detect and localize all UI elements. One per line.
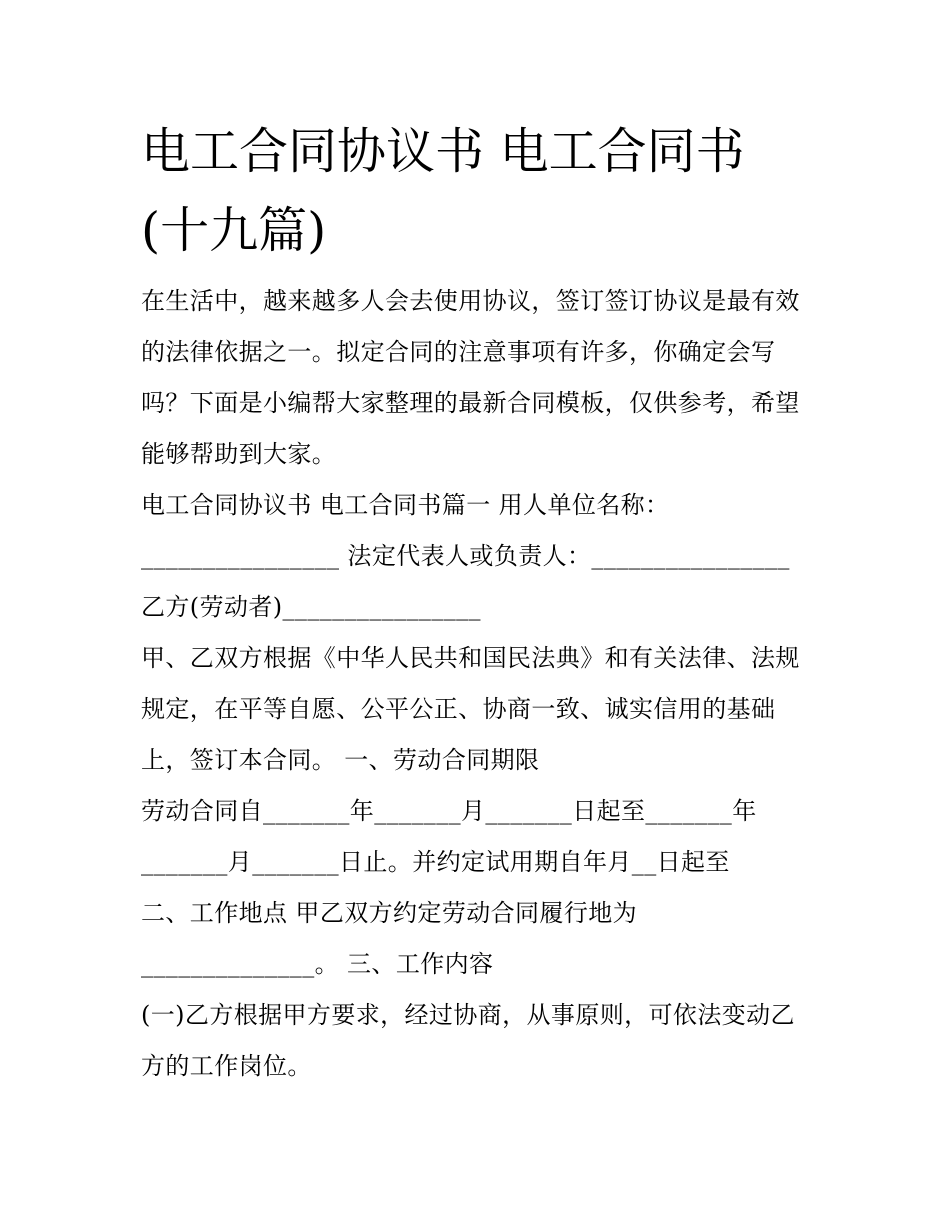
body-line: 电工合同协议书 电工合同书篇一 用人单位名称：	[141, 491, 670, 519]
body-line: 方的工作岗位。	[141, 1052, 312, 1080]
title-line-1: 电工合同协议书 电工合同书	[141, 123, 745, 180]
body-line: 甲、乙双方根据《中华人民共和国民法典》和有关法律、法规	[141, 644, 800, 672]
title-line-2: (十九篇)	[141, 202, 327, 259]
body-line: ______________。 三、工作内容	[141, 950, 494, 978]
body-line: 吗？下面是小编帮大家整理的最新合同模板，仅供参考，希望	[141, 389, 800, 417]
body-line: 劳动合同自_______年_______月_______日起至_______年	[141, 797, 757, 825]
body-line: 乙方(劳动者)________________	[141, 593, 481, 621]
body-line: ________________ 法定代表人或负责人：________________	[141, 542, 790, 570]
body-line: 能够帮助到大家。	[141, 440, 337, 468]
body-line: _______月_______日止。并约定试用期自年月__日起至	[141, 848, 730, 876]
body-line: 的法律依据之一。拟定合同的注意事项有许多，你确定会写	[141, 338, 776, 366]
body-line: 在生活中，越来越多人会去使用协议，签订签订协议是最有效	[141, 287, 800, 315]
body-line: 规定，在平等自愿、公平公正、协商一致、诚实信用的基础	[141, 695, 776, 723]
body-line: 上，签订本合同。 一、劳动合同期限	[141, 746, 540, 774]
document-title	[141, 112, 821, 270]
body-line: 二、工作地点 甲乙双方约定劳动合同履行地为	[141, 899, 638, 927]
body-line: (一)乙方根据甲方要求，经过协商，从事原则，可依法变动乙	[141, 1001, 795, 1029]
document-body	[141, 276, 831, 1092]
